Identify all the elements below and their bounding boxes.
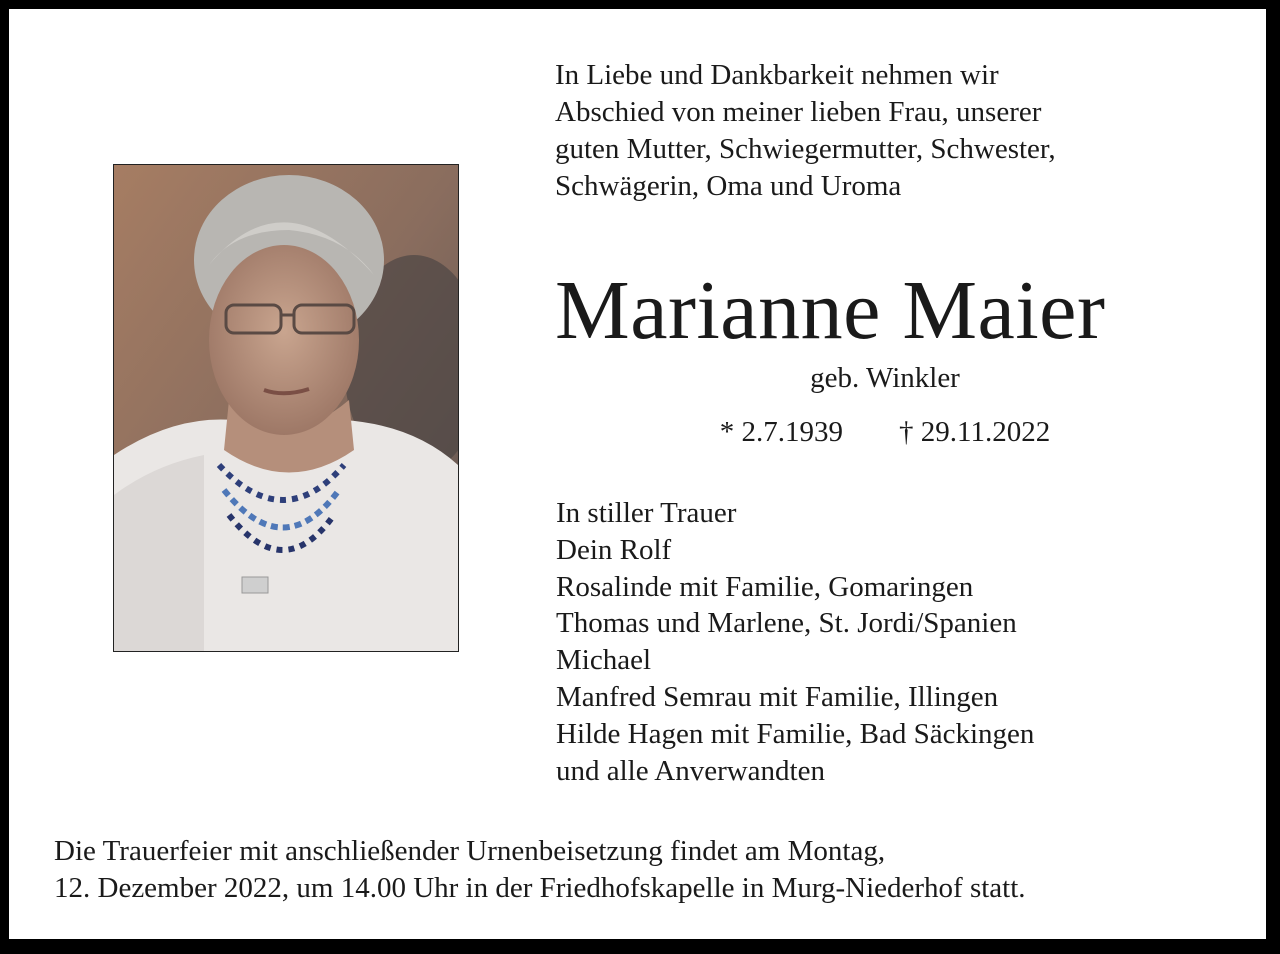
mourner-line: Michael bbox=[556, 644, 652, 677]
intro-line: In Liebe und Dankbarkeit nehmen wir bbox=[555, 59, 999, 91]
deceased-name: Marianne Maier bbox=[555, 264, 1106, 357]
mourner-line: In stiller Trauer bbox=[556, 497, 737, 529]
portrait-image bbox=[114, 165, 458, 651]
portrait-photo bbox=[113, 164, 459, 652]
ceremony-line: 12. Dezember 2022, um 14.00 Uhr in der Friedhofskapelle in Murg-Niederhof statt. bbox=[54, 872, 1026, 904]
mourner-line: Hilde Hagen mit Familie, Bad Säckingen bbox=[556, 717, 1035, 750]
mourner-line: Thomas und Marlene, St. Jordi/Spanien bbox=[556, 607, 1017, 640]
mourner-line: Rosalinde mit Familie, Gomaringen bbox=[556, 570, 974, 603]
intro-line: Abschied von meiner lieben Frau, unserer bbox=[555, 96, 1042, 128]
death-date: † 29.11.2022 bbox=[899, 416, 1051, 448]
ceremony-notice bbox=[54, 833, 1254, 907]
ceremony-line: Die Trauerfeier mit anschließender Urnenbeisetzung findet am Montag, bbox=[54, 835, 886, 867]
mourner-line: und alle Anverwandten bbox=[556, 754, 825, 787]
intro-line: Schwägerin, Oma und Uroma bbox=[555, 170, 902, 202]
mourner-line: Manfred Semrau mit Familie, Illingen bbox=[556, 680, 999, 713]
intro-text bbox=[555, 57, 1255, 205]
life-dates bbox=[555, 413, 1215, 451]
maiden-name: geb. Winkler bbox=[810, 362, 960, 394]
intro-line: guten Mutter, Schwiegermutter, Schwester, bbox=[555, 133, 1056, 165]
birth-date: * 2.7.1939 bbox=[719, 416, 844, 448]
obituary-card bbox=[9, 9, 1266, 939]
mourner-line: Dein Rolf bbox=[556, 533, 672, 566]
mourners-list bbox=[556, 495, 1256, 789]
